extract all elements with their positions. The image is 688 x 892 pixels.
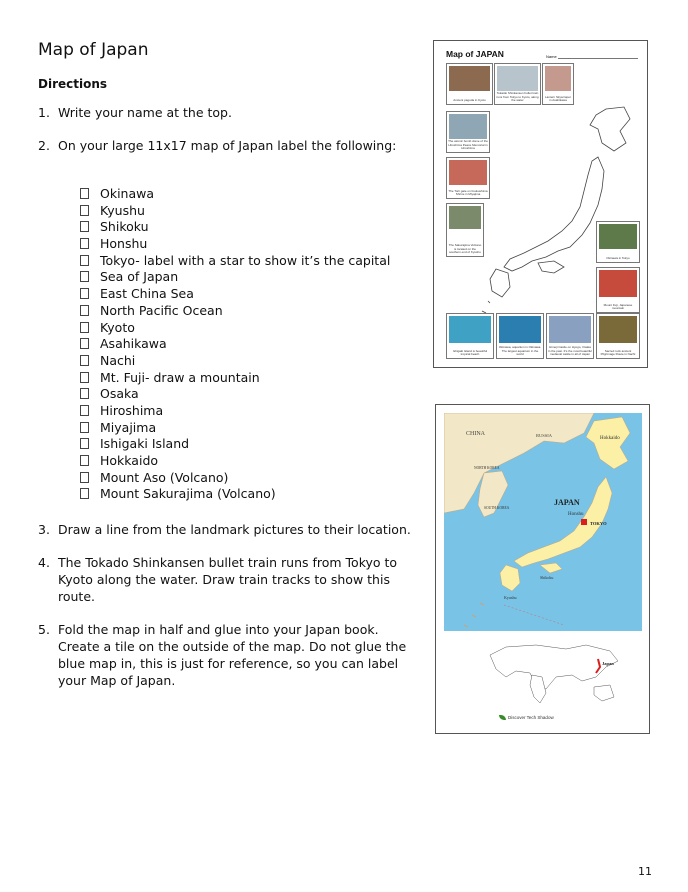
checklist-label: Hiroshima <box>100 402 164 418</box>
checklist-item[interactable] <box>80 486 390 503</box>
checklist-label: Hokkaido <box>100 453 159 468</box>
checklist-item[interactable] <box>80 353 390 370</box>
step-number: 1. <box>38 105 50 120</box>
checklist-item[interactable] <box>80 403 390 420</box>
landmark-photo <box>545 66 571 91</box>
checkbox[interactable] <box>80 422 89 433</box>
checkbox[interactable] <box>80 188 89 199</box>
checklist-label: Miyajima <box>100 419 157 435</box>
checkbox[interactable] <box>80 322 89 333</box>
landmark-photo <box>449 316 491 343</box>
label-checklist <box>80 186 390 503</box>
checkbox[interactable] <box>80 472 89 483</box>
landmark-photo <box>549 316 591 343</box>
checklist-label: Mount Sakurajima (Volcano) <box>100 486 276 502</box>
checkbox[interactable] <box>80 288 89 299</box>
landmark-caption: The Torii gate on Itsukushima Shrine in Miyajima <box>448 188 488 197</box>
landmark-card <box>596 267 640 313</box>
map-label-china: CHINA <box>466 431 485 437</box>
step-text: On your large 11x17 map of Japan label the following: <box>58 138 397 153</box>
map-label-kyushu: Kyushu <box>504 595 517 600</box>
step-number: 3. <box>38 522 50 537</box>
checklist-label: Ishigaki Island <box>100 436 190 452</box>
landmark-caption: Tokaido Shinkansen bullet train runs from Tokyo to Kyoto, along the water <box>496 91 539 103</box>
world-locator-map <box>486 637 636 707</box>
checklist-item[interactable] <box>80 320 390 337</box>
landmark-photo <box>449 160 487 185</box>
landmark-photo <box>599 224 637 249</box>
checklist-item[interactable] <box>80 236 390 253</box>
checklist-label: Mount Aso (Volcano) <box>100 469 229 485</box>
checklist-item[interactable] <box>80 203 390 220</box>
map-label-honshu: Honshu <box>568 512 584 517</box>
checkbox[interactable] <box>80 372 89 383</box>
landmark-caption: Sacred rock ancient Pilgrimage Route in Nachi <box>600 348 636 357</box>
checkbox[interactable] <box>80 255 89 266</box>
step-text: Write your name at the top. <box>58 105 232 120</box>
checklist-item[interactable] <box>80 336 390 353</box>
step-4 <box>38 554 423 605</box>
checklist-label: East China Sea <box>100 286 194 302</box>
checklist-label: Kyushu <box>100 202 145 218</box>
step-text: The Tokado Shinkansen bullet train runs from Tokyo to Kyoto along the water. Draw train tracks to show this route. <box>58 555 398 604</box>
step-text: Draw a line from the landmark pictures to their location. <box>58 522 411 537</box>
worksheet-name-label: Name <box>546 54 557 59</box>
landmark-card <box>446 203 484 257</box>
landmark-card <box>446 313 494 359</box>
map-label-north-korea: NORTH KOREA <box>474 466 500 470</box>
checklist-label: Osaka <box>100 386 139 402</box>
checklist-item[interactable] <box>80 286 390 303</box>
landmark-photo <box>599 270 637 297</box>
landmark-photo <box>449 206 481 229</box>
checklist-item[interactable] <box>80 219 390 236</box>
worksheet-name-line <box>558 58 638 59</box>
landmark-card <box>542 63 574 105</box>
directions-heading: Directions <box>38 77 108 91</box>
step-number: 2. <box>38 138 50 153</box>
checklist-item[interactable] <box>80 186 390 203</box>
step-number: 5. <box>38 622 50 637</box>
checkbox[interactable] <box>80 221 89 232</box>
checklist-item[interactable] <box>80 436 390 453</box>
map-label-shikoku: Shikoku <box>540 575 554 580</box>
landmark-caption: Ancient pagoda in Kyoto <box>453 98 486 103</box>
checklist-label: Asahikawa <box>100 336 167 352</box>
checklist-item[interactable] <box>80 386 390 403</box>
landmark-card <box>446 63 493 105</box>
checklist-item[interactable] <box>80 370 390 387</box>
checklist-label: Tokyo- label with a star to show it’s the capital <box>100 252 391 268</box>
checklist-item[interactable] <box>80 453 390 470</box>
step-text: Fold the map in half and glue into your Japan book. Create a tile on the outside of the map. Do not glue the blue map in, this is just for reference, so you can label your Map of Japan. <box>58 622 407 688</box>
reference-map-frame <box>435 404 650 734</box>
world-map-label-japan: Japan <box>602 661 614 666</box>
checklist-label: Kyoto <box>100 319 135 335</box>
landmark-caption: The Sakurajima Volcano is located on the southern end of Kyushu <box>448 243 482 255</box>
checkbox[interactable] <box>80 238 89 249</box>
checkbox[interactable] <box>80 488 89 499</box>
checkbox[interactable] <box>80 455 89 466</box>
checklist-label: Shikoku <box>100 219 149 235</box>
landmark-card <box>494 63 541 105</box>
checklist-item[interactable] <box>80 470 390 487</box>
landmark-card <box>546 313 594 359</box>
checklist-item[interactable] <box>80 420 390 437</box>
checkbox[interactable] <box>80 388 89 399</box>
checkbox[interactable] <box>80 438 89 449</box>
checkbox[interactable] <box>80 271 89 282</box>
page-number: 11 <box>638 865 652 878</box>
worksheet-title: Map of JAPAN <box>446 49 504 59</box>
checkbox[interactable] <box>80 305 89 316</box>
checklist-label: Honshu <box>100 236 148 252</box>
step-5 <box>38 621 423 689</box>
step-number: 4. <box>38 555 50 570</box>
landmark-photo <box>499 316 541 343</box>
map-label-russia: RUSSIA <box>536 433 553 438</box>
leaf-icon <box>499 715 506 720</box>
checklist-label: Okinawa <box>100 186 155 201</box>
landmark-card <box>596 221 640 263</box>
landmark-photo <box>497 66 538 91</box>
checklist-item[interactable] <box>80 253 390 270</box>
map-credit: Discover Tech Shadow <box>508 715 554 720</box>
map-label-tokyo: TOKYO <box>590 521 607 526</box>
landmark-caption: Mount Fuji, Japanese mountain <box>603 302 633 311</box>
step-3 <box>38 521 423 538</box>
checkbox[interactable] <box>80 355 89 366</box>
landmark-caption: The atomic bomb dome of the Hiroshima Peace Memorial in Hiroshima <box>448 139 488 151</box>
checkbox[interactable] <box>80 405 89 416</box>
japan-political-map <box>444 413 642 631</box>
checkbox[interactable] <box>80 338 89 349</box>
landmark-caption: Ishigaki Island is beautiful tropical beach <box>452 348 488 357</box>
map-label-hokkaido: Hokkaido <box>600 436 620 441</box>
checklist-item[interactable] <box>80 303 390 320</box>
landmark-caption: Okinawa in Tokyo <box>606 256 630 261</box>
landmark-card <box>596 313 640 359</box>
landmark-card <box>446 157 490 199</box>
checklist-label: North Pacific Ocean <box>100 302 223 318</box>
step-2 <box>38 137 423 154</box>
landmark-caption: Lantern Skyscraper in Asahikawa <box>544 94 571 103</box>
checklist-label: Mt. Fuji- draw a mountain <box>100 369 260 385</box>
landmark-photo <box>449 66 490 91</box>
landmark-card <box>446 111 490 153</box>
tokyo-marker <box>581 519 587 525</box>
page-title: Map of Japan <box>38 40 149 60</box>
checklist-label: Nachi <box>100 352 136 368</box>
landmark-caption: Himeji Castle on Hyogo, Osaka in the past. It's the most beautiful medieval castle in all of Japan <box>548 345 592 357</box>
checkbox[interactable] <box>80 205 89 216</box>
worksheet-thumbnail <box>433 40 648 368</box>
checklist-item[interactable] <box>80 269 390 286</box>
map-label-south-korea: SOUTH KOREA <box>484 506 510 510</box>
map-label-japan: JAPAN <box>554 498 580 507</box>
step-1 <box>38 104 423 121</box>
checklist-label: Sea of Japan <box>100 269 179 285</box>
landmark-photo <box>599 316 637 343</box>
landmark-photo <box>449 114 487 139</box>
landmark-card <box>496 313 544 359</box>
landmark-caption: Okinawa, aquarium in Okinawa. The largest aquarium in the world <box>498 345 542 357</box>
